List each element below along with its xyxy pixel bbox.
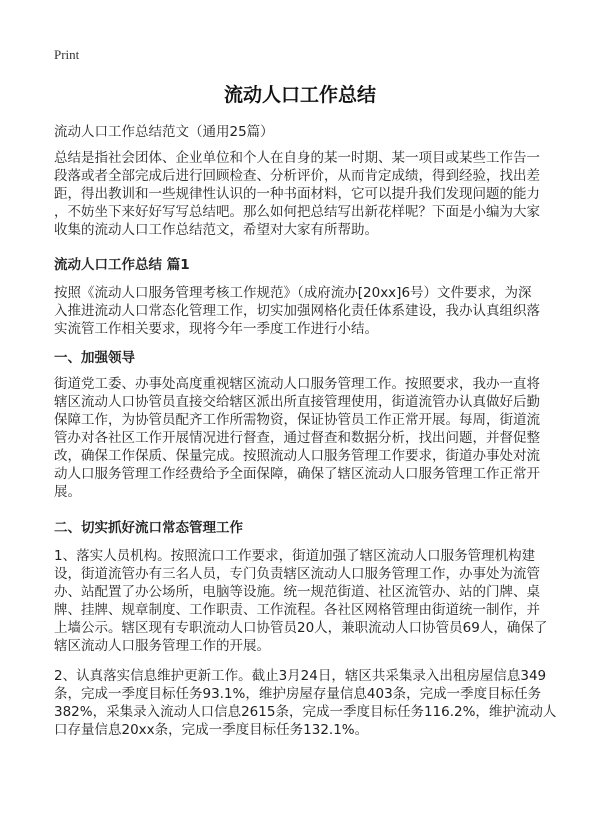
document-subtitle: 流动人口工作总结范文（通用25篇） [54, 124, 274, 140]
document-title: 流动人口工作总结 [223, 84, 376, 106]
text-line: 保障工作，为协管员配齐工作所需物资，保证协管员工作正常开展。每周，街道流 [54, 412, 540, 428]
heading: 二、切实抓好流口常态管理工作 [54, 520, 243, 536]
paragraph [54, 284, 540, 338]
text-line: 展。 [54, 484, 81, 500]
text-line: 2、认真落实信息维护更新工作。截止3月24日，辖区共采集录入出租房屋信息349 [54, 668, 547, 684]
text-line: 条，完成一季度目标任务93.1%，维护房屋存量信息403条，完成一季度目标任务 [54, 686, 542, 702]
text-line: 段落或者全部完成后进行回顾检查、分析评价，从而肯定成绩，得到经验，找出差 [54, 168, 540, 184]
text-line: 收集的流动人口工作总结范文，希望对大家有所帮助。 [54, 222, 378, 238]
text-line: 改，确保工作保质、保量完成。按照流动人口服务管理工作要求，街道办事处对流 [54, 448, 540, 464]
paragraph [54, 375, 540, 501]
text-line: 上墙公示。辖区现有专职流动人口协管员20人，兼职流动人口协管员69人，确保了 [54, 620, 548, 636]
text-line: 口存量信息20xx条，完成一季度目标任务132.1%。 [54, 722, 369, 738]
text-line: 街道党工委、办事处高度重视辖区流动人口服务管理工作。按照要求，我办一直将 [54, 376, 540, 392]
text-line: 382%，采集录入流动人口信息2615条，完成一季度目标任务116.2%，维护流动人 [54, 704, 557, 720]
text-line: 距，得出教训和一些规律性认识的一种书面材料，它可以提升我们发现问题的能力 [54, 186, 540, 202]
print-link[interactable]: Print [54, 47, 80, 62]
text-line: 按照《流动人口服务管理考核工作规范》（成府流办[20xx]6号）文件要求，为深 [54, 285, 532, 301]
text-line: 管办对各社区工作开展情况进行督查，通过督查和数据分析，找出问题，并督促整 [54, 430, 540, 446]
text-line: 动人口服务管理工作经费给予全面保障，确保了辖区流动人口服务管理工作正常开 [54, 466, 540, 482]
text-line: 入推进流动人口常态化管理工作，切实加强网格化责任体系建设，我办认真组织落 [54, 303, 540, 319]
text-line: 设，街道流管办有三名人员，专门负责辖区流动人口服务管理工作，办事处为流管 [54, 566, 540, 582]
intro-paragraph [54, 149, 540, 239]
text-line: 总结是指社会团体、企业单位和个人在自身的某一时期、某一项目或某些工作告一 [54, 150, 540, 166]
text-line: 牌、挂牌、规章制度、工作职责、工作流程。各社区网格管理由街道统一制作，并 [54, 602, 540, 618]
paragraph [54, 667, 556, 739]
paragraph [54, 547, 547, 655]
text-line: 实流管工作相关要求，现将今年一季度工作进行小结。 [54, 321, 378, 337]
text-line: ，不妨坐下来好好写写总结吧。那么如何把总结写出新花样呢？下面是小编为大家 [54, 204, 540, 220]
section-title: 流动人口工作总结 篇1 [54, 257, 190, 273]
text-line: 辖区流动人口协管员直接交给辖区派出所直接管理使用，街道流管办认真做好后勤 [54, 394, 540, 410]
text-line: 1、落实人员机构。按照流口工作要求，街道加强了辖区流动人口服务管理机构建 [54, 548, 536, 564]
text-line: 办、站配置了办公场所，电脑等设施。统一规范街道、社区流管办、站的门牌、桌 [54, 584, 540, 600]
heading: 一、加强领导 [54, 350, 135, 366]
text-line: 辖区流动人口服务管理工作的开展。 [54, 638, 270, 654]
